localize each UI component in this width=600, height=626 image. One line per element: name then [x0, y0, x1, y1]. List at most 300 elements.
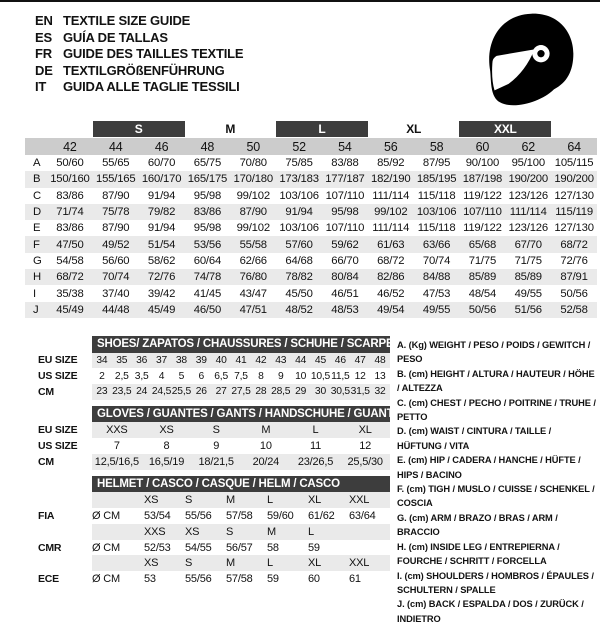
- size-value-cell: 71/74: [56, 206, 84, 219]
- value-cell: 30: [314, 386, 326, 398]
- value-cell: S: [185, 494, 193, 507]
- value-cell: 38: [175, 354, 187, 366]
- size-value-cell: 95/100: [511, 157, 545, 170]
- legend-item: F. (cm) TIGH / MUSLO / CUISSE / SCHENKEL / COSCIA: [397, 484, 595, 509]
- value-cell: M: [226, 494, 235, 507]
- value-cell: L: [267, 557, 273, 570]
- size-value-cell: 80/84: [331, 271, 359, 284]
- value-cell: 23,5: [112, 386, 132, 398]
- value-cell: 35: [116, 354, 128, 366]
- value-cell: M: [226, 557, 235, 570]
- value-cell: 9: [277, 370, 284, 382]
- value-cell: 20/24: [252, 455, 280, 468]
- size-value-cell: 107/110: [325, 222, 365, 235]
- size-value-cell: 115/118: [417, 189, 456, 202]
- size-value-cell: 82/86: [377, 271, 405, 284]
- value-cell: 31,5: [350, 386, 370, 398]
- size-value-cell: 74/78: [193, 271, 222, 284]
- value-cell: 16,5/19: [148, 455, 185, 468]
- size-number: 42: [63, 139, 77, 154]
- helmet-table: [0, 476, 392, 587]
- value-cell: XL: [308, 557, 322, 570]
- guide-title: TEXTILE SIZE GUIDE: [63, 13, 191, 28]
- size-value-cell: 48/54: [468, 287, 497, 300]
- size-value-cell: 83/86: [56, 189, 84, 202]
- size-value-cell: 78/82: [285, 271, 313, 284]
- value-cell: S: [185, 557, 193, 570]
- size-value-cell: 111/114: [372, 222, 410, 235]
- size-value-cell: 107/110: [463, 206, 502, 219]
- size-value-cell: 47/50: [56, 238, 84, 251]
- table-row: [0, 524, 392, 540]
- value-cell: M: [261, 424, 271, 437]
- size-value-cell: 115/118: [417, 222, 456, 235]
- size-value-cell: 83/88: [331, 157, 359, 170]
- legend-item: H. (cm) INSIDE LEG / ENTREPIERNA / FOURCHE / SCHRITT / FORCELLA: [397, 541, 560, 567]
- value-cell: 43: [275, 354, 287, 366]
- size-value-cell: 182/190: [371, 173, 411, 186]
- gloves-table: [0, 406, 397, 470]
- size-value-cell: 64/68: [285, 254, 313, 267]
- size-value-cell: 99/102: [236, 222, 270, 235]
- size-value-cell: 60/70: [147, 157, 176, 170]
- size-value-cell: 71/75: [468, 254, 497, 267]
- value-cell: 32: [374, 386, 386, 398]
- size-value-cell: 87/90: [102, 222, 130, 235]
- size-value-cell: 85/89: [514, 271, 542, 284]
- legend-item: A. (Kg) WEIGHT / PESO / POIDS / GEWITCH / PESO: [397, 340, 591, 365]
- size-value-cell: 46/52: [377, 287, 405, 300]
- table-row: [25, 302, 597, 318]
- value-cell: 47: [354, 354, 366, 366]
- size-value-cell: 59/62: [331, 238, 359, 251]
- size-value-cell: 41/45: [193, 287, 222, 300]
- row-label: CM: [38, 455, 54, 468]
- value-cell: XS: [144, 557, 159, 570]
- value-cell: Ø CM: [92, 509, 120, 522]
- size-value-cell: 37/40: [102, 287, 130, 300]
- size-value-cell: 63/66: [422, 238, 451, 251]
- row-values: [92, 353, 390, 369]
- value-cell: 8: [258, 370, 264, 382]
- value-cell: 41: [235, 354, 247, 366]
- language-code: EN: [35, 13, 53, 28]
- value-cell: 29: [295, 386, 307, 398]
- size-value-cell: 165/175: [187, 173, 228, 186]
- row-label: CM: [38, 385, 54, 398]
- size-number-row: [25, 138, 597, 155]
- row-letter: H: [33, 271, 41, 284]
- size-value-cell: 56/60: [102, 254, 130, 267]
- legend-item: B. (cm) HEIGHT / ALTURA / HAUTEUR / HÖHE / ALTEZZA: [397, 368, 595, 394]
- value-cell: 25,5: [171, 386, 192, 398]
- row-values: [92, 571, 390, 587]
- language-row: [35, 30, 243, 47]
- value-cell: 53/54: [144, 509, 171, 522]
- row-values: [92, 524, 390, 540]
- size-value-cell: 61/63: [377, 238, 405, 251]
- size-value-cell: 49/54: [377, 303, 405, 316]
- table-row: [25, 253, 597, 269]
- size-value-cell: 71/75: [514, 254, 542, 267]
- language-row: [35, 46, 243, 63]
- helmet-table-title: HELMET / CASCO / CASQUE / HELM / CASCO: [92, 476, 390, 493]
- size-value-cell: 54/58: [56, 254, 84, 267]
- size-value-cell: 103/106: [416, 206, 457, 219]
- value-cell: XXL: [349, 494, 370, 507]
- table-row: [0, 422, 392, 438]
- table-row: [0, 492, 392, 508]
- legend-item: J. (cm) BACK / ESPALDA / DOS / ZURÜCK / INDIETRO: [397, 599, 584, 624]
- row-label: US SIZE: [38, 440, 78, 453]
- size-value-cell: 68/72: [377, 254, 405, 267]
- value-cell: 59: [308, 541, 320, 554]
- size-value-cell: 105/115: [554, 157, 594, 170]
- value-cell: 36: [136, 354, 148, 366]
- size-value-cell: 48/53: [331, 303, 359, 316]
- table-row: [0, 540, 392, 556]
- size-value-cell: 76/80: [239, 271, 267, 284]
- size-value-cell: 84/88: [422, 271, 451, 284]
- size-value-cell: 173/183: [279, 173, 319, 186]
- value-cell: 44: [295, 354, 307, 366]
- value-cell: 26: [195, 386, 207, 398]
- value-cell: 39: [195, 354, 207, 366]
- size-value-cell: 49/55: [514, 287, 542, 300]
- row-letter: D: [33, 206, 41, 219]
- value-cell: 37: [155, 354, 168, 366]
- size-value-cell: 123/126: [508, 222, 548, 235]
- size-value-cell: 45/50: [285, 287, 313, 300]
- table-row: [25, 220, 597, 236]
- shoes-table: [0, 336, 392, 400]
- value-cell: XL: [358, 424, 372, 437]
- size-value-cell: 45/49: [56, 303, 84, 316]
- size-value-cell: 62/66: [239, 254, 267, 267]
- size-value-cell: 79/82: [147, 206, 176, 219]
- size-value-cell: 52/58: [560, 303, 588, 316]
- measurement-legend: [397, 338, 597, 626]
- language-row: [35, 63, 243, 80]
- size-value-cell: 75/85: [285, 157, 313, 170]
- language-code: IT: [35, 79, 47, 94]
- size-value-cell: 83/86: [193, 206, 222, 219]
- value-cell: XS: [144, 494, 159, 507]
- size-value-cell: 95/98: [193, 189, 222, 202]
- row-values: [92, 492, 390, 508]
- value-cell: L: [308, 525, 314, 538]
- value-cell: XXS: [144, 525, 166, 538]
- size-value-cell: 39/42: [147, 287, 176, 300]
- size-value-cell: 87/90: [102, 189, 130, 202]
- size-value-cell: 51/54: [147, 238, 176, 251]
- value-cell: 12: [359, 440, 372, 453]
- value-cell: 40: [215, 354, 227, 366]
- size-value-cell: 65/75: [193, 157, 222, 170]
- value-cell: 12: [354, 370, 366, 382]
- value-cell: S: [212, 424, 220, 437]
- value-cell: 12,5/16,5: [94, 455, 139, 468]
- row-letter: C: [33, 189, 41, 202]
- table-row: [25, 171, 597, 187]
- size-number: 64: [567, 139, 581, 154]
- size-value-cell: 70/80: [239, 157, 267, 170]
- row-letter: G: [33, 254, 42, 267]
- row-letter: E: [33, 222, 41, 235]
- row-values: [92, 555, 390, 571]
- value-cell: 57/58: [226, 573, 253, 586]
- value-cell: 57/58: [226, 509, 253, 522]
- row-letter: F: [33, 238, 40, 251]
- guide-title: TEXTILGRÖßENFÜHRUNG: [63, 62, 225, 78]
- table-row: [25, 269, 597, 285]
- size-value-cell: 185/195: [416, 173, 457, 186]
- table-row: [25, 155, 597, 171]
- gloves-table-title: GLOVES / GUANTES / GANTS / HANDSCHUHE / GUANTI: [92, 406, 390, 423]
- size-value-cell: 87/90: [239, 206, 267, 219]
- row-label: EU SIZE: [38, 354, 78, 367]
- size-value-cell: 35/38: [56, 287, 84, 300]
- size-value-cell: 53/56: [193, 238, 222, 251]
- size-value-cell: 190/200: [554, 173, 594, 186]
- value-cell: 58: [267, 541, 279, 554]
- value-cell: Ø CM: [92, 573, 120, 586]
- value-cell: 24: [136, 386, 148, 398]
- size-value-cell: 91/94: [147, 189, 176, 202]
- row-letter: A: [33, 157, 41, 170]
- size-value-cell: 187/198: [462, 173, 503, 186]
- row-values: [92, 384, 390, 400]
- value-cell: 27: [215, 386, 227, 398]
- language-row: [35, 13, 243, 30]
- value-cell: 23: [96, 386, 108, 398]
- size-value-cell: 65/68: [468, 238, 497, 251]
- guide-title: GUÍA DE TALLAS: [63, 29, 168, 45]
- row-label: ECE: [38, 573, 59, 586]
- value-cell: 7,5: [234, 370, 248, 382]
- table-row: [0, 438, 392, 454]
- size-value-cell: 47/51: [239, 303, 267, 316]
- size-value-cell: 83/86: [56, 222, 84, 235]
- table-row: [25, 204, 597, 220]
- size-value-cell: 46/50: [193, 303, 222, 316]
- size-value-cell: 43/47: [239, 287, 267, 300]
- value-cell: 28,5: [271, 386, 291, 398]
- size-value-cell: 91/94: [147, 222, 176, 235]
- value-cell: 28: [255, 386, 267, 398]
- size-value-cell: 47/53: [422, 287, 451, 300]
- legend-item: I. (cm) SHOULDERS / HOMBROS / ÉPAULES / SCHULTERN / SPALLE: [397, 570, 594, 595]
- size-group-label: S: [93, 121, 185, 137]
- size-value-cell: 66/70: [331, 254, 359, 267]
- size-value-cell: 99/102: [236, 189, 270, 202]
- size-value-cell: 68/72: [560, 238, 588, 251]
- guide-title: GUIDE DES TAILLES TEXTILE: [63, 46, 244, 61]
- row-values: [92, 422, 390, 438]
- size-value-cell: 49/52: [102, 238, 130, 251]
- language-code: FR: [35, 46, 52, 61]
- size-number: 50: [246, 139, 260, 154]
- size-number: 48: [200, 139, 215, 154]
- helmet-logo-icon: [466, 4, 590, 112]
- value-cell: M: [267, 525, 276, 538]
- row-values: [92, 540, 390, 556]
- size-value-cell: 170/180: [233, 173, 273, 186]
- size-value-cell: 67/70: [514, 238, 542, 251]
- value-cell: 55/56: [185, 573, 212, 586]
- size-value-cell: 95/98: [331, 206, 359, 219]
- value-cell: 23/26,5: [297, 455, 334, 468]
- value-cell: 11: [309, 440, 321, 453]
- value-cell: XL: [308, 494, 322, 507]
- value-cell: 46: [334, 354, 346, 366]
- value-cell: 5: [178, 370, 185, 382]
- value-cell: 2: [99, 370, 105, 382]
- value-cell: 34: [96, 354, 108, 366]
- size-value-cell: 60/64: [193, 254, 222, 267]
- table-row: [0, 353, 392, 369]
- table-row: [0, 454, 392, 470]
- size-value-cell: 70/74: [102, 271, 130, 284]
- value-cell: 48: [374, 354, 386, 366]
- value-cell: L: [312, 424, 319, 437]
- row-label: FIA: [38, 509, 55, 522]
- size-number: 52: [292, 139, 306, 154]
- size-number: 62: [521, 139, 535, 154]
- size-value-cell: 46/51: [331, 287, 359, 300]
- size-value-cell: 87/95: [422, 157, 451, 170]
- size-value-cell: 111/114: [372, 189, 410, 202]
- value-cell: 11,5: [331, 370, 350, 382]
- value-cell: XS: [185, 525, 200, 538]
- value-cell: 6: [198, 370, 205, 382]
- value-cell: 4: [158, 370, 165, 382]
- language-code: DE: [35, 62, 53, 78]
- table-row: [25, 285, 597, 301]
- size-value-cell: 55/65: [102, 157, 130, 170]
- size-value-cell: 107/110: [325, 189, 365, 202]
- size-value-cell: 99/102: [374, 206, 408, 219]
- table-row: [0, 555, 392, 571]
- size-value-cell: 111/114: [509, 206, 547, 219]
- size-value-cell: 75/78: [102, 206, 130, 219]
- row-letter: B: [33, 173, 41, 186]
- value-cell: 8: [163, 440, 170, 453]
- value-cell: 13: [374, 370, 386, 382]
- value-cell: S: [226, 525, 234, 538]
- value-cell: Ø CM: [92, 541, 120, 554]
- table-row: [0, 571, 392, 587]
- size-number: 44: [108, 139, 123, 154]
- size-number: 56: [383, 139, 398, 154]
- value-cell: 52/53: [144, 541, 171, 554]
- value-cell: 25,5/30: [347, 455, 383, 468]
- size-value-cell: 70/74: [422, 254, 451, 267]
- value-cell: 59: [267, 573, 279, 586]
- size-value-cell: 50/60: [56, 157, 84, 170]
- size-value-cell: 68/72: [56, 271, 84, 284]
- row-label: CMR: [38, 541, 62, 554]
- accessory-tables: [0, 336, 397, 593]
- value-cell: 30,5: [330, 386, 350, 398]
- value-cell: 60: [308, 573, 320, 586]
- language-row: [35, 79, 243, 96]
- table-row: [0, 508, 392, 524]
- size-group-label: XXL: [459, 121, 551, 137]
- value-cell: 53: [144, 573, 156, 586]
- value-cell: 55/56: [185, 509, 212, 522]
- size-group-row: [25, 121, 597, 137]
- row-values: [92, 368, 390, 384]
- row-letter: J: [33, 303, 39, 316]
- value-cell: 7: [113, 440, 120, 453]
- table-row: [25, 188, 597, 204]
- value-cell: XXS: [106, 424, 128, 437]
- guide-title: GUIDA ALLE TAGLIE TESSILI: [63, 79, 240, 94]
- size-value-cell: 72/76: [147, 271, 176, 284]
- size-value-cell: 48/52: [285, 303, 313, 316]
- value-cell: 54/55: [185, 541, 212, 554]
- value-cell: 2,5: [114, 370, 129, 382]
- size-value-cell: 127/130: [554, 222, 594, 235]
- value-cell: 27,5: [231, 386, 251, 398]
- legend-item: C. (cm) CHEST / PECHO / POITRINE / TRUHE / PETTO: [397, 397, 596, 423]
- textile-size-table: [25, 121, 597, 318]
- size-value-cell: 190/200: [508, 173, 548, 186]
- size-value-cell: 55/58: [239, 238, 267, 251]
- value-cell: 61: [349, 573, 361, 586]
- size-value-cell: 95/98: [193, 222, 222, 235]
- row-values: [92, 438, 390, 454]
- size-value-cell: 87/91: [560, 271, 588, 284]
- size-value-cell: 72/76: [560, 254, 588, 267]
- value-cell: L: [267, 494, 273, 507]
- value-cell: 9: [213, 440, 220, 453]
- row-values: [92, 454, 390, 470]
- value-cell: XS: [159, 424, 174, 437]
- size-value-cell: 50/56: [560, 287, 588, 300]
- language-title-list: [35, 13, 243, 96]
- size-value-cell: 103/106: [279, 222, 319, 235]
- size-value-cell: 58/62: [147, 254, 176, 267]
- row-label: US SIZE: [38, 370, 78, 383]
- size-value-cell: 91/94: [285, 206, 313, 219]
- size-value-cell: 103/106: [279, 189, 319, 202]
- value-cell: 63/64: [349, 509, 376, 522]
- size-value-cell: 50/56: [468, 303, 497, 316]
- value-cell: 3,5: [134, 370, 149, 382]
- size-value-cell: 119/122: [463, 189, 502, 202]
- size-value-cell: 85/89: [468, 271, 497, 284]
- row-label: EU SIZE: [38, 424, 78, 437]
- size-number: 60: [475, 139, 490, 154]
- size-number: 58: [429, 139, 444, 154]
- size-value-cell: 160/170: [141, 173, 182, 186]
- size-number: 54: [338, 139, 352, 154]
- value-cell: 59/60: [267, 509, 294, 522]
- shoes-table-title: SHOES/ ZAPATOS / CHAUSSURES / SCHUHE / SCARPE: [92, 336, 390, 353]
- size-group-label: XL: [406, 122, 422, 136]
- value-cell: 56/57: [226, 541, 253, 554]
- size-value-cell: 119/122: [463, 222, 502, 235]
- size-group-label: M: [225, 122, 236, 136]
- value-cell: 6,5: [214, 370, 228, 382]
- size-value-cell: 155/165: [96, 173, 136, 186]
- legend-item: D. (cm) WAIST / CINTURA / TAILLE / HÜFTUNG / VITA: [397, 426, 552, 451]
- size-value-cell: 57/60: [285, 238, 313, 251]
- size-group-label: L: [276, 121, 368, 137]
- value-cell: 10: [259, 440, 272, 453]
